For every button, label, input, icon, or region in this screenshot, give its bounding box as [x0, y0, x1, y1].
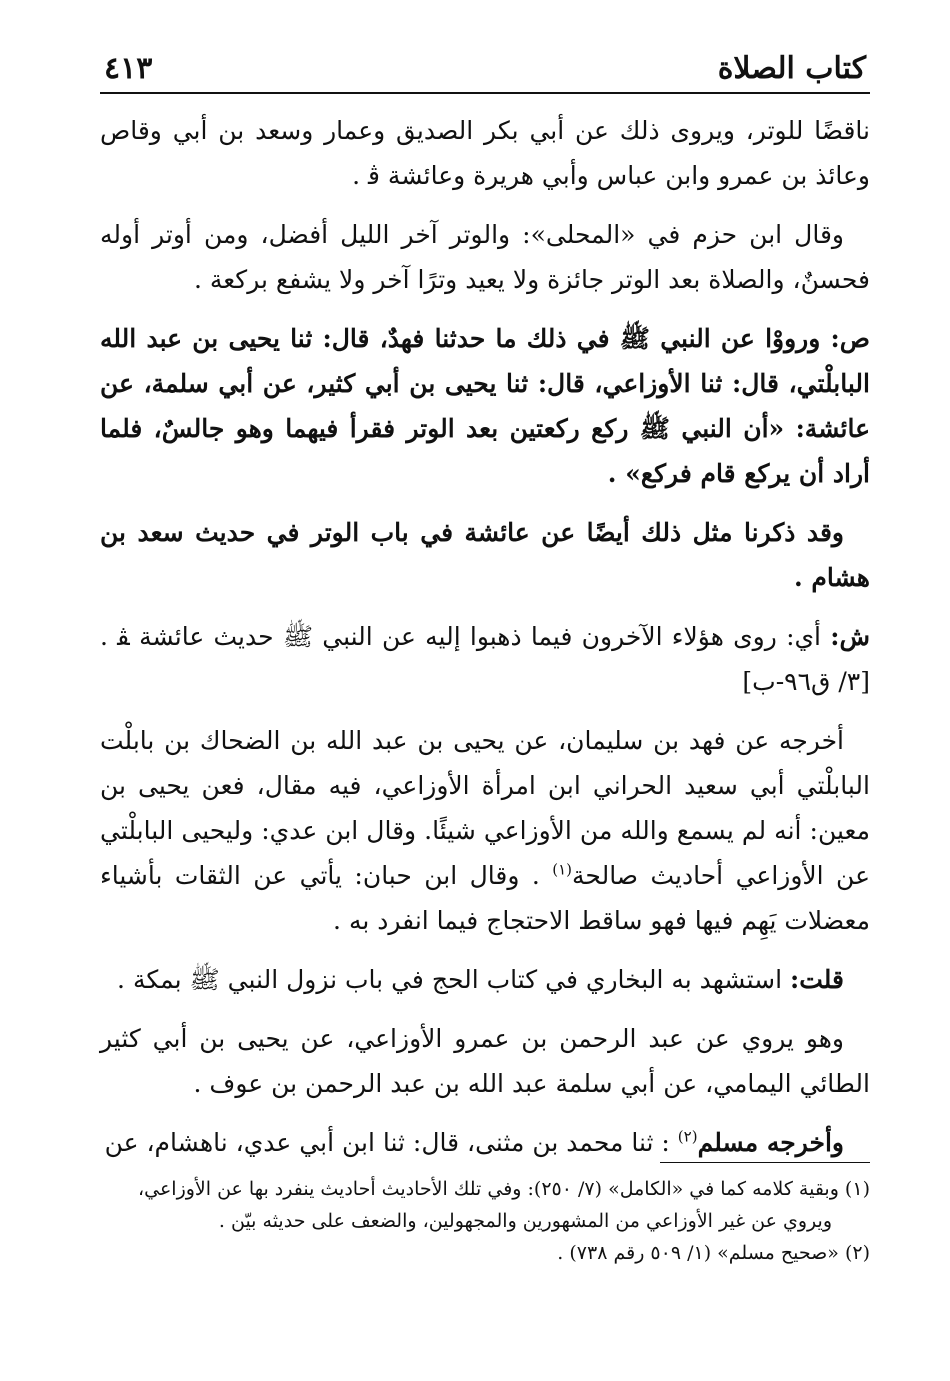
paragraph-text: : ثنا محمد بن مثنى، قال: ثنا ابن أبي عدي، ناهشام، عن [104, 1128, 670, 1157]
footnote-text: (٢) «صحيح مسلم» (١/ ٥٠٩ رقم ٧٣٨) . [557, 1242, 870, 1264]
paragraph [100, 212, 870, 302]
footnotes [100, 1162, 870, 1269]
page-number: ٤١٣ [104, 51, 153, 86]
footnote-text: ويروي عن غير الأوزاعي من المشهورين والمجهولين، والضعف على حديثه بيّن . [218, 1210, 832, 1232]
paragraph-text: أخرجه عن فهد بن سليمان، عن يحيى بن عبد الله بن الضحاك بن بابلْت البابلْتي أبي سعيد الحراني ابن امرأة الأوزاعي، فيه مقال، فعن يحيى بن معين: أنه لم يسمع والله من الأوزاعي شيئًا. وقال ابن عدي: وليحيى البابلْتي عن الأوزاعي أحاديث صالحة [100, 726, 870, 890]
book-title: كتاب الصلاة [717, 51, 866, 86]
footnote [100, 1173, 870, 1205]
page [100, 30, 870, 1179]
paragraph-text: وهو يروي عن عبد الرحمن بن عمرو الأوزاعي، عن يحيى بن أبي كثير الطائي اليمامي، عن أبي سلمة عبد الله بن عبد الرحمن بن عوف . [100, 1024, 870, 1098]
paragraph-text: ناقضًا للوتر، ويروى ذلك عن أبي بكر الصديق وعمار وسعد بن أبي وقاص وعائذ بن عمرو وابن عباس وأبي هريرة وعائشة ﭬ . [100, 116, 870, 190]
paragraph [100, 614, 870, 704]
paragraph-text: أي: روى هؤلاء الآخرون فيما ذهبوا إليه عن النبي ﷺ حديث عائشة ﭭ . [100, 622, 822, 651]
footnote-continuation [100, 1205, 870, 1237]
paragraph-text: استشهد به البخاري في كتاب الحج في باب نزول النبي ﷺ بمكة . [117, 965, 783, 994]
footnote-marker: (٢) [677, 1127, 698, 1146]
section-marker: ش: [830, 622, 871, 651]
paragraph [100, 510, 870, 600]
footnote [100, 1237, 870, 1269]
footnote-divider [660, 1162, 870, 1163]
paragraph [100, 108, 870, 198]
paragraph-text: . وقال ابن حبان: يأتي عن الثقات بأشياء معضلات يَهِم فيها فهو ساقط الاحتجاج فيما انفرد به . [100, 861, 870, 935]
footnote-text: (١) وبقية كلامه كما في «الكامل» (٧/ ٢٥٠): وفي تلك الأحاديث أحاديث ينفرد بها عن الأوزاعي، [137, 1178, 870, 1200]
paragraph [100, 1016, 870, 1106]
section-marker: قلت: [789, 965, 844, 994]
section-marker: ص: [830, 324, 870, 353]
paragraph-text: ورووْا عن النبي ﷺ في ذلك ما حدثنا فهدٌ، قال: ثنا يحيى بن عبد الله البابلْتي، قال: ثنا الأوزاعي، قال: ثنا يحيى بن أبي كثير، عن أبي سلمة، عن عائشة: «أن النبي ﷺ ركع ركعتين بعد الوتر فقرأ فيهما وهو جالسٌ، فلما أراد أن يركع قام فركع» . [100, 324, 870, 488]
page-header [100, 30, 870, 94]
paragraph-text: وقد ذكرنا مثل ذلك أيضًا عن عائشة في باب الوتر في حديث سعد بن هشام . [100, 518, 870, 592]
section-marker: وأخرجه مسلم [697, 1128, 844, 1157]
paragraph [100, 1120, 870, 1165]
paragraph-text: وقال ابن حزم في «المحلى»: والوتر آخر الليل أفضل، ومن أوتر أوله فحسنٌ، والصلاة بعد الوتر جائزة ولا يعيد وترًا آخر ولا يشفع بركعة . [100, 220, 870, 294]
paragraph [100, 316, 870, 496]
main-text [100, 108, 870, 1165]
manuscript-reference: [٣/ ق٩٦-ب] [742, 667, 870, 696]
paragraph [100, 718, 870, 943]
paragraph [100, 957, 870, 1002]
footnote-marker: (١) [552, 860, 573, 879]
